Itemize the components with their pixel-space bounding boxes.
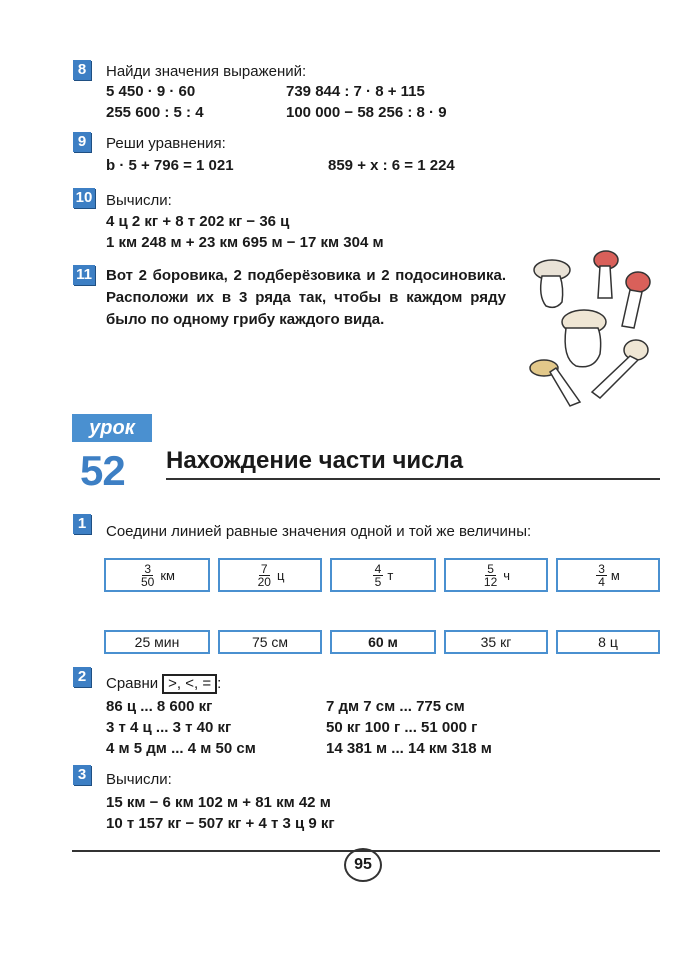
fraction-1-unit: км <box>160 567 175 583</box>
fraction-5-numerator: 3 <box>598 561 605 576</box>
fraction-box-2[interactable] <box>218 558 322 592</box>
compare-left-2: 3 т 4 ц ... 3 т 40 кг <box>106 719 232 736</box>
fraction-box-1[interactable] <box>104 558 210 592</box>
exercise-9-eq-2: 859 + x : 6 = 1 224 <box>328 157 455 174</box>
exercise-8-expr-4: 100 000 − 58 256 : 8 · 9 <box>286 104 447 121</box>
exercise-8-expr-3: 255 600 : 5 : 4 <box>106 104 204 121</box>
value-box-3[interactable]: 60 м <box>330 630 436 654</box>
value-box-2[interactable]: 75 см <box>218 630 322 654</box>
fraction-3-unit: т <box>387 567 394 583</box>
fraction-2-unit: ц <box>276 567 285 583</box>
fraction-box-5[interactable] <box>556 558 660 592</box>
exercise-11-text: Вот 2 боровика, 2 подберёзовика и 2 подосиновика. Расположи их в 3 ряда так, чтобы в каждом ряду было по одному грибу каждого вида. <box>106 267 506 328</box>
exercise-3-number: 3 <box>73 765 91 785</box>
exercise-9-eq-1: b · 5 + 796 = 1 021 <box>106 157 234 174</box>
exercise-10-expr-1: 4 ц 2 кг + 8 т 202 кг − 36 ц <box>106 213 290 230</box>
fraction-2-numerator: 7 <box>260 561 268 576</box>
fraction-box-3[interactable] <box>330 558 436 592</box>
compare-right-1: 7 дм 7 см ... 775 см <box>326 698 465 715</box>
exercise-8-title: Найди значения выражений: <box>106 63 307 80</box>
exercise-3-expr-1: 15 км − 6 км 102 м + 81 км 42 м <box>106 794 331 811</box>
fraction-3-denominator: 5 <box>374 574 382 589</box>
exercise-1-number: 1 <box>73 514 91 534</box>
exercise-2-title: Сравни <box>106 675 159 692</box>
exercise-8-expr-2: 739 844 : 7 · 8 + 115 <box>286 83 425 100</box>
exercise-11-number: 11 <box>73 265 95 285</box>
compare-left-3: 4 м 5 дм ... 4 м 50 см <box>106 740 256 757</box>
fraction-5-unit: м <box>610 567 620 583</box>
exercise-8-expr-1: 5 450 · 9 · 60 <box>106 83 196 100</box>
value-box-5[interactable]: 8 ц <box>556 630 660 654</box>
exercise-3-expr-2: 10 т 157 кг − 507 кг + 4 т 3 ц 9 кг <box>106 815 335 832</box>
exercise-2-heading <box>106 674 221 694</box>
fraction-3-numerator: 4 <box>374 561 382 576</box>
exercise-9-title: Реши уравнения: <box>106 135 226 152</box>
exercise-1-title: Соедини линией равные значения одной и той же величины: <box>106 523 532 540</box>
fraction-5-denominator: 4 <box>598 574 605 589</box>
mushrooms-illustration <box>526 246 666 416</box>
exercise-9-number: 9 <box>73 132 91 152</box>
exercise-2-number: 2 <box>73 667 91 687</box>
exercise-10-title: Вычисли: <box>106 192 172 209</box>
fraction-2-denominator: 20 <box>257 574 271 589</box>
lesson-title: Нахождение части числа <box>166 447 464 474</box>
fraction-box-4[interactable] <box>444 558 548 592</box>
comparison-signs: >, <, = <box>162 674 217 694</box>
fraction-4-unit: ч <box>503 567 511 583</box>
compare-right-2: 50 кг 100 г ... 51 000 г <box>326 719 478 736</box>
compare-right-3: 14 381 м ... 14 км 318 м <box>326 740 492 757</box>
fraction-1-denominator: 50 <box>141 574 155 589</box>
exercise-3-title: Вычисли: <box>106 771 172 788</box>
page-number: 95 <box>344 848 382 882</box>
fraction-4-numerator: 5 <box>487 561 494 576</box>
lesson-number: 52 <box>80 447 125 494</box>
title-underline <box>166 478 660 480</box>
value-box-4[interactable]: 35 кг <box>444 630 548 654</box>
exercise-2-colon: : <box>217 675 222 692</box>
exercise-10-number: 10 <box>73 188 95 208</box>
lesson-label: урок <box>72 414 152 442</box>
compare-left-1: 86 ц ... 8 600 кг <box>106 698 213 715</box>
exercise-10-expr-2: 1 км 248 м + 23 км 695 м − 17 км 304 м <box>106 234 384 251</box>
exercise-8-number: 8 <box>73 60 91 80</box>
value-box-1[interactable]: 25 мин <box>104 630 210 654</box>
fraction-1-numerator: 3 <box>144 561 152 576</box>
fraction-4-denominator: 12 <box>483 574 498 589</box>
